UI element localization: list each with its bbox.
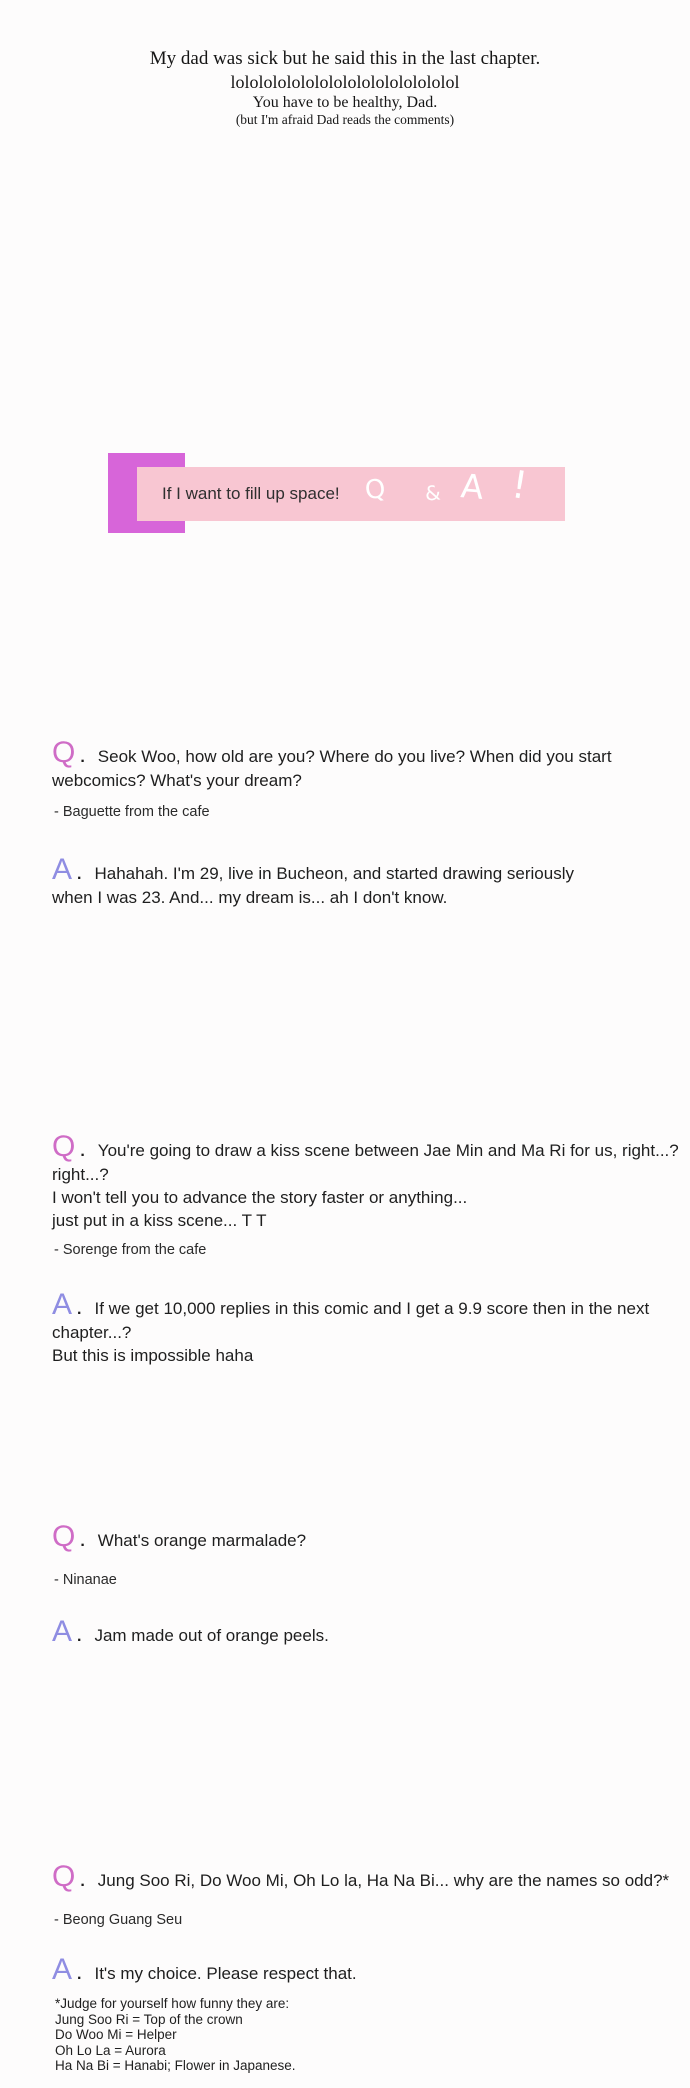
banner-bar xyxy=(137,462,565,521)
question-text: Jung Soo Ri, Do Woo Mi, Oh Lo la, Ha Na Bi... why are the names so odd?* xyxy=(97,1871,670,1890)
question-first-line xyxy=(52,1860,670,1893)
question-rest-lines: right...? I won't tell you to advance the story faster or anything... just put in a kiss scene... T T xyxy=(52,1165,468,1230)
question-first-line xyxy=(52,1130,679,1163)
question-block xyxy=(52,1130,679,1232)
a-glyph: A xyxy=(52,853,73,886)
handwritten-q-letter: Q xyxy=(363,473,388,507)
a-dot: . xyxy=(77,1628,82,1645)
a-dot: . xyxy=(77,1966,82,1983)
q-glyph: Q xyxy=(52,1130,76,1163)
author-note xyxy=(0,46,690,128)
question-attribution: - Beong Guang Seu xyxy=(54,1912,183,1928)
question-text: What's orange marmalade? xyxy=(97,1531,307,1550)
question-text: You're going to draw a kiss scene between Jae Min and Ma Ri for us, right...? xyxy=(97,1141,679,1160)
handwritten-ampersand: & xyxy=(424,480,442,506)
q-dot: . xyxy=(80,1873,85,1890)
answer-text: If we get 10,000 replies in this comic and I get a 9.9 score then in the next xyxy=(94,1299,650,1318)
a-dot: . xyxy=(77,1301,82,1318)
answer-text: Hahahah. I'm 29, live in Bucheon, and started drawing seriously xyxy=(94,864,574,883)
handwritten-a-letter: A xyxy=(459,466,486,507)
question-first-line xyxy=(52,736,667,769)
question-block xyxy=(52,1860,670,1893)
author-note-line-1: My dad was sick but he said this in the last chapter. xyxy=(149,48,541,69)
a-dot: . xyxy=(77,866,82,883)
q-glyph: Q xyxy=(52,736,76,769)
question-text: Seok Woo, how old are you? Where do you live? When did you start xyxy=(97,747,612,766)
q-dot: . xyxy=(80,1533,85,1550)
answer-text: It's my choice. Please respect that. xyxy=(94,1964,357,1983)
author-note-line-2: lolololololololololololololololol xyxy=(230,72,460,92)
answer-first-line xyxy=(52,1288,667,1321)
answer-text: Jam made out of orange peels. xyxy=(94,1626,329,1645)
answer-first-line xyxy=(52,1953,667,1986)
question-block xyxy=(52,1520,667,1553)
question-attribution: - Sorenge from the cafe xyxy=(54,1242,207,1258)
q-glyph: Q xyxy=(52,1520,76,1553)
q-dot: . xyxy=(80,749,85,766)
a-glyph: A xyxy=(52,1953,73,1986)
author-note-line-4: (but I'm afraid Dad reads the comments) xyxy=(235,112,455,127)
answer-rest-lines: chapter...? But this is impossible haha xyxy=(52,1323,254,1365)
handwritten-exclamation: ! xyxy=(508,462,531,508)
q-glyph: Q xyxy=(52,1860,76,1893)
question-first-line xyxy=(52,1520,667,1553)
answer-first-line xyxy=(52,853,667,886)
answer-block xyxy=(52,1615,667,1648)
a-glyph: A xyxy=(52,1288,73,1321)
answer-rest-lines: when I was 23. And... my dream is... ah I don't know. xyxy=(52,888,448,907)
a-glyph: A xyxy=(52,1615,73,1648)
question-block xyxy=(52,736,667,792)
answer-block xyxy=(52,1288,667,1367)
banner-caption: If I want to fill up space! xyxy=(162,484,340,503)
author-note-line-3: You have to be healthy, Dad. xyxy=(252,94,438,111)
question-attribution: - Baguette from the cafe xyxy=(54,804,210,820)
answer-block xyxy=(52,1953,667,1986)
question-attribution: - Ninanae xyxy=(54,1572,117,1588)
question-rest-lines: webcomics? What's your dream? xyxy=(52,771,302,790)
name-meanings-footnote: *Judge for yourself how funny they are: Jung Soo Ri = Top of the crown Do Woo Mi = Helper Oh Lo La = Aurora Ha Na Bi = Hanabi; Flower in Japanese. xyxy=(55,1996,296,2073)
q-dot: . xyxy=(80,1143,85,1160)
answer-first-line xyxy=(52,1615,667,1648)
answer-block xyxy=(52,853,667,909)
